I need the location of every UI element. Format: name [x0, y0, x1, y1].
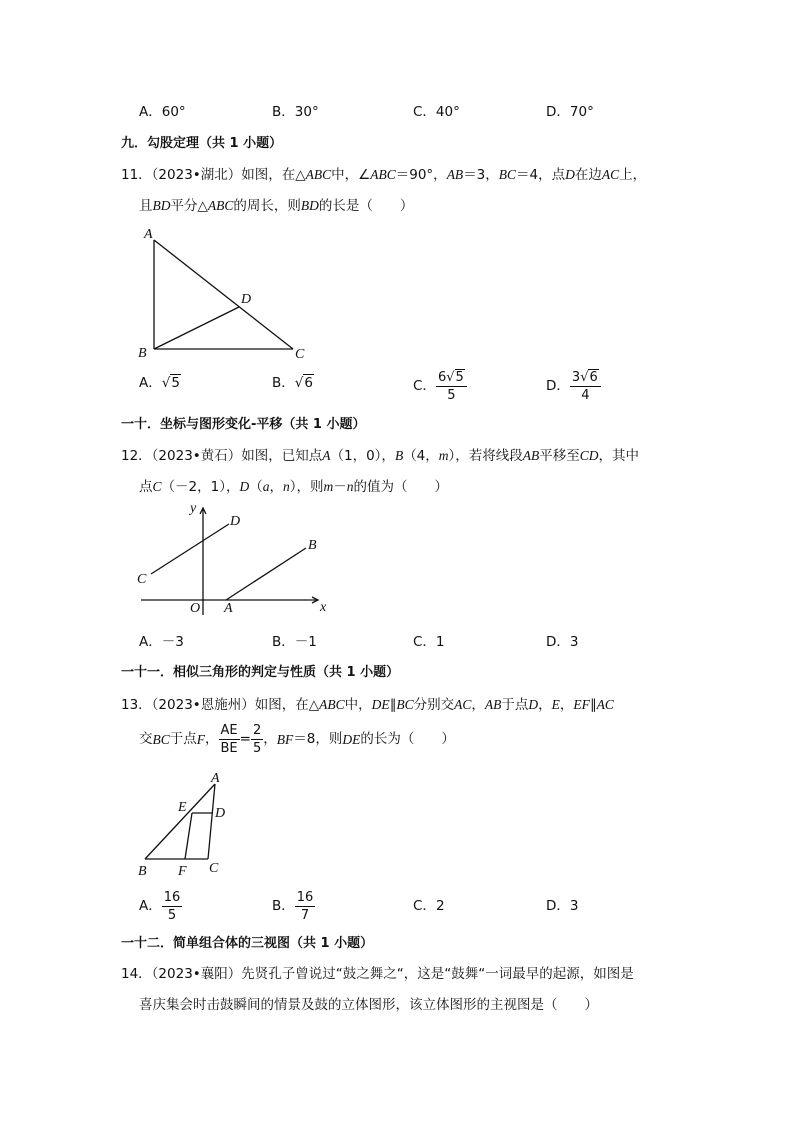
q10-option-c: C．40°	[413, 104, 460, 120]
q13-option-c: C．2	[413, 898, 445, 914]
q12-option-a: A．－3	[139, 634, 184, 650]
q10-option-d: D．70°	[546, 104, 594, 120]
ratio-fraction: $\frac{AE}{BE}$	[220, 723, 238, 756]
q11-option-a: A．√5	[139, 375, 180, 391]
q12-option-c: C．1	[413, 634, 445, 650]
point-b-label: B	[138, 346, 147, 361]
section-heading-11: 一十一．相似三角形的判定与性质（共 1 小题）	[121, 665, 400, 680]
x-axis-label: x	[320, 600, 327, 615]
point-c-label: C	[209, 861, 219, 876]
q10-option-b: B．30°	[272, 104, 319, 120]
segment-ef	[185, 813, 192, 859]
q11-line-2: 且BD平分△ABC的周长，则BD的长是（ ）	[139, 198, 414, 214]
q11-option-d: D． $\frac{3√6}{4}$	[546, 371, 601, 402]
point-d-label: D	[241, 292, 252, 307]
y-axis-label: y	[190, 501, 197, 516]
point-b-label: B	[308, 538, 317, 553]
q13-line-2: 交BC于点F， $\frac{AE}{BE}$ = $\frac{2}{5}$ ，BF＝8，则DE的长为（ ）	[139, 723, 455, 756]
q13-option-a: A． $\frac{16}{5}$	[139, 890, 181, 923]
q12-line-1: 12．（2023•黄石）如图，已知点A（1，0），B（4，m），若将线段AB平移至CD，其中	[121, 448, 640, 464]
q10-option-a: A．60°	[139, 104, 186, 120]
q14-line-2: 喜庆集会时击鼓瞬间的情景及鼓的立体图形，该立体图形的主视图是（ ）	[139, 997, 598, 1013]
origin-label: O	[190, 601, 201, 616]
q13-option-d: D．3	[546, 898, 579, 914]
q11-option-c: C． $\frac{6√5}{5}$	[413, 371, 467, 402]
q11-option-b: B．√6	[272, 375, 313, 391]
section-heading-12: 一十二．简单组合体的三视图（共 1 小题）	[121, 936, 374, 951]
point-a-label: A	[224, 601, 233, 616]
point-a-label: A	[144, 227, 153, 242]
point-f-label: F	[178, 864, 187, 879]
q12-option-d: D．3	[546, 634, 579, 650]
section-heading-10: 一十．坐标与图形变化-平移（共 1 小题）	[121, 417, 366, 432]
point-a-label: A	[211, 771, 220, 786]
q11-line-1: 11．（2023•湖北）如图，在△ABC中，∠ABC＝90°，AB＝3，BC＝4，点D在边AC上，	[121, 167, 647, 183]
point-b-label: B	[138, 864, 147, 879]
point-c-label: C	[295, 347, 305, 362]
q12-option-b: B．－1	[272, 634, 317, 650]
q13-line-1: 13．（2023•恩施州）如图，在△ABC中，DE∥BC分别交AC，AB于点D，E，EF∥AC	[121, 697, 614, 713]
q13-option-b: B． $\frac{16}{7}$	[272, 890, 314, 923]
point-e-label: E	[178, 800, 187, 815]
side-ba	[145, 784, 215, 859]
section-heading-9: 九．勾股定理（共 1 小题）	[121, 136, 283, 151]
q12-line-2: 点C（－2，1），D（a，n），则m－n的值为（ ）	[139, 479, 448, 495]
point-d-label: D	[230, 514, 241, 529]
point-c-label: C	[137, 572, 147, 587]
q14-line-1: 14．（2023•襄阳）先贤孔子曾说过“鼓之舞之“，这是“鼓舞“一词最早的起源，如图是	[121, 966, 634, 982]
side-ac	[208, 784, 215, 859]
point-d-label: D	[215, 806, 226, 821]
